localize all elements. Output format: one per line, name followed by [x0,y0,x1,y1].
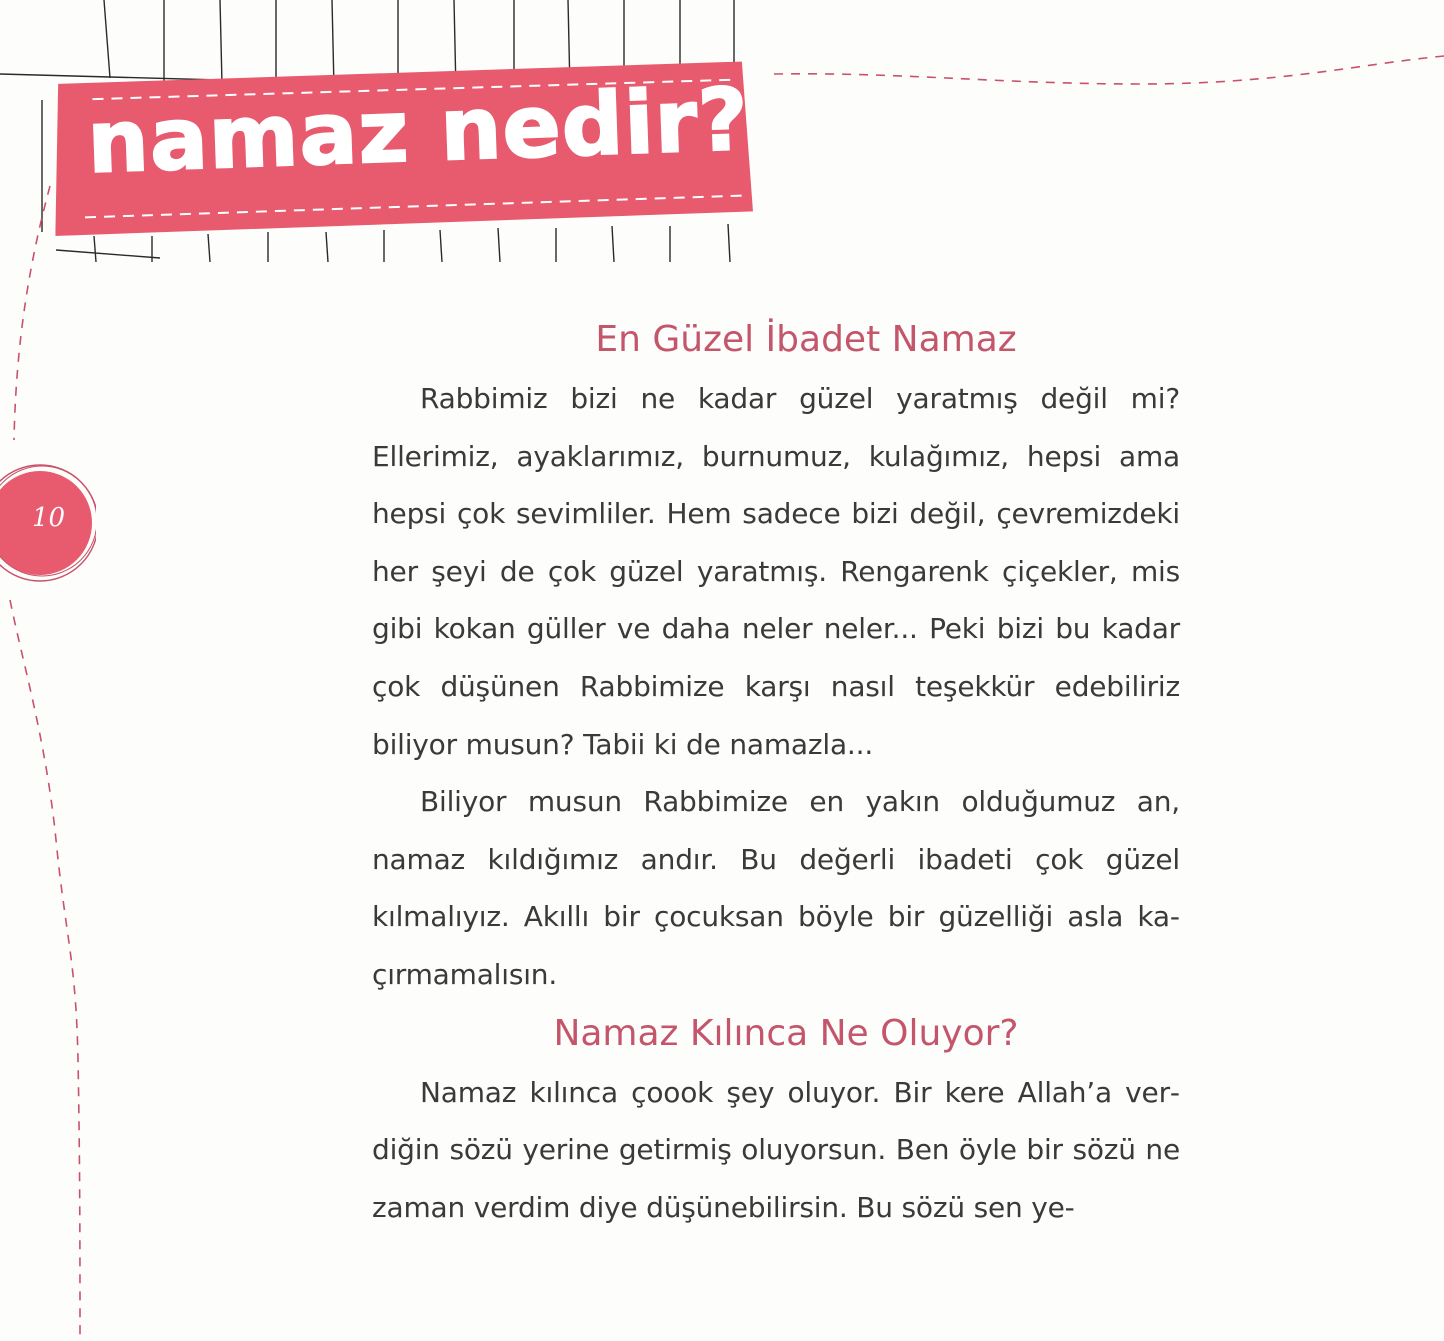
article-body [372,310,1180,1236]
paragraph: Namaz kılınca çoook şey oluyor. Bir kere Allah’a verdiğin sözü yerine getirmiş oluyorsun. Ben öyle bir sözü ne zaman verdim diye düşünebilirsin. Bu sözü sen ye- [372,1075,1180,1224]
page-title: namaz nedir? [85,69,751,193]
dashed-seam-left [10,186,80,1341]
section-heading: Namaz Kılınca Ne Oluyor? [553,1012,1019,1054]
page-number: 10 [32,503,66,533]
paragraph: Rabbimiz bizi ne kadar güzel yaratmış değil mi? Ellerimiz, ayaklarımız, burnumuz, kulağımız, hepsi ama hepsi çok sevimliler. Hem sadece bizi değil, çevremizdeki her şeyi de çok güzel yaratmış. Rengarenk çiçekler, mis gibi kokan güller ve daha neler neler... Peki bizi bu kadar çok düşünen Rabbimize karşı nasıl teşekkür edebiliriz biliyor musun? Tabii ki de namazla... [372,382,1180,761]
paragraph: Biliyor musun Rabbimize en yakın olduğumuz an, namaz kıldığımız andır. Bu değerli ibadeti çok güzel kılmalıyız. Akıllı bir çocuksan böyle bir güzelliği asla kaçırmamalısın. [372,785,1180,991]
dashed-seam-top [774,56,1444,84]
section-heading: En Güzel İbadet Namaz [595,319,1017,360]
